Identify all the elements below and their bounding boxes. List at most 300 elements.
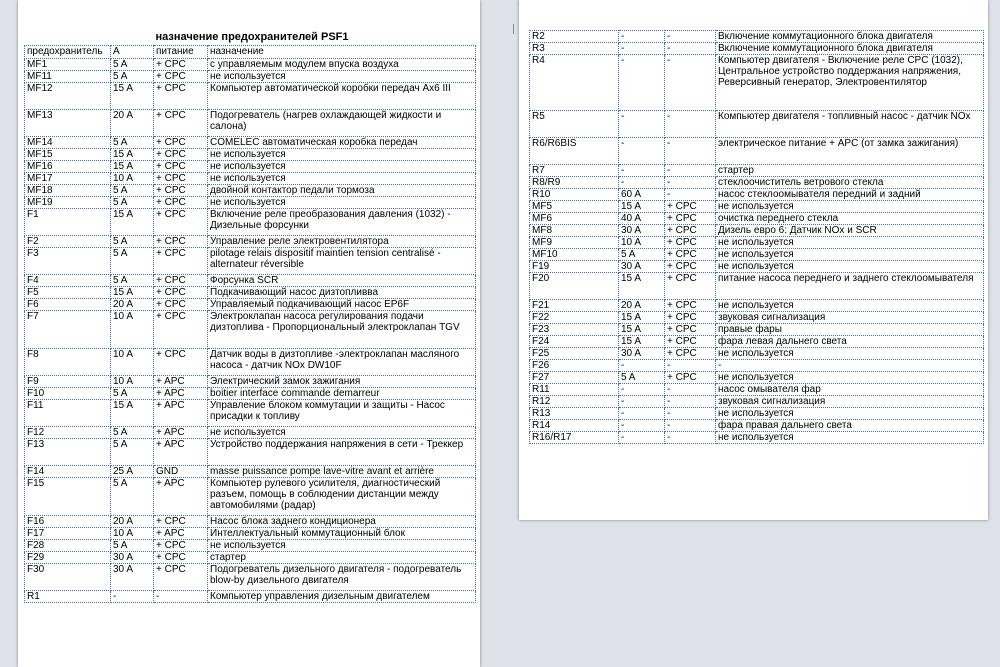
fuse-id-cell: F19 bbox=[530, 261, 619, 273]
power-cell: + CPC bbox=[154, 287, 208, 299]
table-row bbox=[25, 400, 476, 427]
fuse-id-cell: F5 bbox=[25, 287, 111, 299]
table-row bbox=[530, 384, 984, 396]
fuse-id-cell: R16/R17 bbox=[530, 432, 619, 444]
purpose-cell: звуковая сигнализация bbox=[716, 312, 984, 324]
purpose-cell: не используется bbox=[716, 372, 984, 384]
table-row bbox=[25, 466, 476, 478]
purpose-cell: Насос блока заднего кондиционера bbox=[208, 516, 476, 528]
power-cell: - bbox=[665, 165, 716, 177]
table-row bbox=[530, 111, 984, 138]
power-cell: - bbox=[154, 591, 208, 603]
table-row bbox=[530, 312, 984, 324]
fuse-id-cell: F6 bbox=[25, 299, 111, 311]
table-row bbox=[530, 420, 984, 432]
table-row bbox=[25, 209, 476, 236]
purpose-cell: Компьютер двигателя - Включение реле CPC (1032), Центральное устройство поддержания напряжения, Реверсивный генератор, Электровентилятор bbox=[716, 55, 984, 111]
fuse-id-cell: F26 bbox=[530, 360, 619, 372]
table-row bbox=[25, 236, 476, 248]
purpose-cell: Интеллектуальный коммутационный блок bbox=[208, 528, 476, 540]
purpose-cell: masse puissance pompe lave-vitre avant et arrière bbox=[208, 466, 476, 478]
fuse-id-cell: F16 bbox=[25, 516, 111, 528]
purpose-cell: не используется bbox=[716, 408, 984, 420]
fuse-id-cell: R3 bbox=[530, 43, 619, 55]
fuse-id-cell: F2 bbox=[25, 236, 111, 248]
fuse-id-cell: MF5 bbox=[530, 201, 619, 213]
fuse-id-cell: MF10 bbox=[530, 249, 619, 261]
amperage-cell: 10 A bbox=[111, 173, 154, 185]
table-title: назначение предохранителей PSF1 bbox=[155, 31, 349, 43]
fuse-id-cell: F7 bbox=[25, 311, 111, 349]
fuse-id-cell: F30 bbox=[25, 564, 111, 591]
text-cursor bbox=[513, 24, 514, 34]
power-cell: + CPC bbox=[154, 83, 208, 110]
amperage-cell: 30 A bbox=[619, 225, 665, 237]
fuse-id-cell: R14 bbox=[530, 420, 619, 432]
fuse-table-right bbox=[529, 30, 984, 444]
fuse-id-cell: R11 bbox=[530, 384, 619, 396]
power-cell: + CPC bbox=[154, 209, 208, 236]
fuse-id-cell: F17 bbox=[25, 528, 111, 540]
table-row bbox=[530, 348, 984, 360]
fuse-id-cell: MF6 bbox=[530, 213, 619, 225]
purpose-cell: не используется bbox=[716, 249, 984, 261]
purpose-cell: Электроклапан насоса регулирования подачи дизтоплива - Пропорциональный электроклапан TGV bbox=[208, 311, 476, 349]
fuse-id-cell: F27 bbox=[530, 372, 619, 384]
fuse-id-cell: R7 bbox=[530, 165, 619, 177]
purpose-cell: Управление блоком коммутации и защиты - Насос присадки к топливу bbox=[208, 400, 476, 427]
fuse-id-cell: R6/R6BIS bbox=[530, 138, 619, 165]
power-cell: + APC bbox=[154, 427, 208, 439]
fuse-id-cell: MF9 bbox=[530, 237, 619, 249]
fuse-id-cell: F8 bbox=[25, 349, 111, 376]
purpose-cell: Включение коммутационного блока двигателя bbox=[716, 31, 984, 43]
power-cell: - bbox=[665, 420, 716, 432]
table-row bbox=[25, 110, 476, 137]
amperage-cell: 5 A bbox=[111, 427, 154, 439]
power-cell: + APC bbox=[154, 400, 208, 427]
fuse-id-cell: MF16 bbox=[25, 161, 111, 173]
amperage-cell: 5 A bbox=[111, 478, 154, 516]
amperage-cell: 25 A bbox=[111, 466, 154, 478]
power-cell: + CPC bbox=[665, 225, 716, 237]
purpose-cell: Управление реле электровентилятора bbox=[208, 236, 476, 248]
power-cell: - bbox=[665, 43, 716, 55]
fuse-id-cell: F12 bbox=[25, 427, 111, 439]
table-row bbox=[530, 396, 984, 408]
amperage-cell: 5 A bbox=[619, 372, 665, 384]
power-cell: - bbox=[665, 31, 716, 43]
fuse-id-cell: F20 bbox=[530, 273, 619, 300]
amperage-cell: 5 A bbox=[111, 71, 154, 83]
power-cell: + APC bbox=[154, 478, 208, 516]
fuse-id-cell: R5 bbox=[530, 111, 619, 138]
power-cell: + CPC bbox=[154, 59, 208, 71]
table-row bbox=[25, 185, 476, 197]
header-purpose: назначение bbox=[208, 46, 476, 59]
amperage-cell: 20 A bbox=[111, 516, 154, 528]
amperage-cell: 15 A bbox=[111, 209, 154, 236]
document-page-left bbox=[18, 0, 480, 667]
power-cell: + APC bbox=[154, 376, 208, 388]
amperage-cell: - bbox=[619, 396, 665, 408]
table-row bbox=[25, 149, 476, 161]
amperage-cell: - bbox=[619, 177, 665, 189]
power-cell: + CPC bbox=[665, 213, 716, 225]
power-cell: + CPC bbox=[665, 261, 716, 273]
purpose-cell: насос омывателя фар bbox=[716, 384, 984, 396]
table-row bbox=[25, 161, 476, 173]
power-cell: - bbox=[665, 189, 716, 201]
table-row bbox=[25, 349, 476, 376]
amperage-cell: 20 A bbox=[111, 299, 154, 311]
purpose-cell: Датчик воды в дизтопливе -электроклапан масляного насоса - датчик NOx DW10F bbox=[208, 349, 476, 376]
fuse-id-cell: F11 bbox=[25, 400, 111, 427]
purpose-cell: насос стеклоомывателя передний и задний bbox=[716, 189, 984, 201]
power-cell: - bbox=[665, 360, 716, 372]
purpose-cell: Управляемый подкачивающий насос EP6F bbox=[208, 299, 476, 311]
fuse-id-cell: MF15 bbox=[25, 149, 111, 161]
table-row bbox=[25, 552, 476, 564]
table-header-row bbox=[25, 46, 476, 59]
power-cell: - bbox=[665, 177, 716, 189]
amperage-cell: 5 A bbox=[111, 439, 154, 466]
power-cell: + CPC bbox=[665, 300, 716, 312]
amperage-cell: 15 A bbox=[111, 83, 154, 110]
table-row bbox=[25, 376, 476, 388]
power-cell: + CPC bbox=[154, 185, 208, 197]
power-cell: + CPC bbox=[665, 372, 716, 384]
purpose-cell: не используется bbox=[208, 149, 476, 161]
power-cell: + CPC bbox=[154, 173, 208, 185]
purpose-cell: не используется bbox=[208, 173, 476, 185]
fuse-id-cell: R1 bbox=[25, 591, 111, 603]
amperage-cell: 15 A bbox=[619, 273, 665, 300]
amperage-cell: - bbox=[619, 138, 665, 165]
table-row bbox=[530, 249, 984, 261]
amperage-cell: - bbox=[619, 111, 665, 138]
amperage-cell: 10 A bbox=[111, 376, 154, 388]
header-power: питание bbox=[154, 46, 208, 59]
table-row bbox=[25, 516, 476, 528]
table-row bbox=[25, 528, 476, 540]
amperage-cell: 20 A bbox=[619, 300, 665, 312]
amperage-cell: 5 A bbox=[111, 540, 154, 552]
fuse-id-cell: R12 bbox=[530, 396, 619, 408]
power-cell: + CPC bbox=[154, 110, 208, 137]
table-row bbox=[530, 43, 984, 55]
amperage-cell: 5 A bbox=[111, 59, 154, 71]
power-cell: + APC bbox=[154, 388, 208, 400]
purpose-cell: boitier interface commande demarreur bbox=[208, 388, 476, 400]
fuse-id-cell: MF11 bbox=[25, 71, 111, 83]
table-row bbox=[530, 138, 984, 165]
fuse-id-cell: R8/R9 bbox=[530, 177, 619, 189]
power-cell: - bbox=[665, 432, 716, 444]
power-cell: + CPC bbox=[665, 249, 716, 261]
amperage-cell: 15 A bbox=[111, 149, 154, 161]
amperage-cell: 5 A bbox=[111, 137, 154, 149]
amperage-cell: - bbox=[619, 165, 665, 177]
amperage-cell: 5 A bbox=[619, 249, 665, 261]
purpose-cell: Подкачивающий насос дизтопливва bbox=[208, 287, 476, 299]
amperage-cell: 5 A bbox=[111, 275, 154, 287]
amperage-cell: 5 A bbox=[111, 236, 154, 248]
fuse-id-cell: F21 bbox=[530, 300, 619, 312]
fuse-id-cell: MF8 bbox=[530, 225, 619, 237]
fuse-id-cell: F1 bbox=[25, 209, 111, 236]
amperage-cell: - bbox=[619, 43, 665, 55]
table-row bbox=[25, 299, 476, 311]
document-page-right bbox=[519, 0, 988, 520]
amperage-cell: 15 A bbox=[619, 201, 665, 213]
purpose-cell: стеклоочиститель ветрового стекла bbox=[716, 177, 984, 189]
purpose-cell: двойной контактор педали тормоза bbox=[208, 185, 476, 197]
power-cell: - bbox=[665, 384, 716, 396]
purpose-cell: правые фары bbox=[716, 324, 984, 336]
table-row bbox=[530, 225, 984, 237]
amperage-cell: 15 A bbox=[111, 287, 154, 299]
purpose-cell: COMELEC автоматическая коробка передач bbox=[208, 137, 476, 149]
purpose-cell: очистка переднего стекла bbox=[716, 213, 984, 225]
power-cell: - bbox=[665, 396, 716, 408]
table-row bbox=[25, 311, 476, 349]
purpose-cell: звуковая сигнализация bbox=[716, 396, 984, 408]
amperage-cell: 30 A bbox=[111, 552, 154, 564]
purpose-cell: фара левая дальнего света bbox=[716, 336, 984, 348]
purpose-cell: Компьютер управления дизельным двигателем bbox=[208, 591, 476, 603]
table-row bbox=[25, 564, 476, 591]
amperage-cell: - bbox=[619, 408, 665, 420]
power-cell: + APC bbox=[154, 439, 208, 466]
fuse-id-cell: F28 bbox=[25, 540, 111, 552]
amperage-cell: 5 A bbox=[111, 248, 154, 275]
power-cell: - bbox=[665, 55, 716, 111]
table-row bbox=[25, 248, 476, 275]
table-row bbox=[25, 173, 476, 185]
power-cell: + CPC bbox=[154, 197, 208, 209]
power-cell: + CPC bbox=[665, 312, 716, 324]
purpose-cell: фара правая дальнего света bbox=[716, 420, 984, 432]
power-cell: + CPC bbox=[154, 540, 208, 552]
power-cell: + CPC bbox=[154, 71, 208, 83]
fuse-id-cell: F25 bbox=[530, 348, 619, 360]
fuse-id-cell: MF12 bbox=[25, 83, 111, 110]
purpose-cell: Включение коммутационного блока двигателя bbox=[716, 43, 984, 55]
power-cell: + CPC bbox=[665, 273, 716, 300]
amperage-cell: 40 A bbox=[619, 213, 665, 225]
purpose-cell: Электрический замок зажигания bbox=[208, 376, 476, 388]
fuse-id-cell: F9 bbox=[25, 376, 111, 388]
amperage-cell: - bbox=[619, 360, 665, 372]
purpose-cell: не используется bbox=[716, 237, 984, 249]
amperage-cell: - bbox=[619, 55, 665, 111]
amperage-cell: 20 A bbox=[111, 110, 154, 137]
power-cell: - bbox=[665, 408, 716, 420]
fuse-id-cell: F24 bbox=[530, 336, 619, 348]
table-row bbox=[530, 31, 984, 43]
amperage-cell: 10 A bbox=[111, 311, 154, 349]
table-row bbox=[25, 388, 476, 400]
fuse-id-cell: F10 bbox=[25, 388, 111, 400]
fuse-id-cell: MF17 bbox=[25, 173, 111, 185]
fuse-id-cell: MF14 bbox=[25, 137, 111, 149]
power-cell: + CPC bbox=[154, 137, 208, 149]
purpose-cell: Включение реле преобразования давления (1032) - Дизельные форсунки bbox=[208, 209, 476, 236]
fuse-id-cell: F22 bbox=[530, 312, 619, 324]
table-row bbox=[530, 165, 984, 177]
power-cell: + CPC bbox=[154, 516, 208, 528]
purpose-cell: с управляемым модулем впуска воздуха bbox=[208, 59, 476, 71]
power-cell: + CPC bbox=[154, 161, 208, 173]
table-row bbox=[530, 372, 984, 384]
purpose-cell: стартер bbox=[716, 165, 984, 177]
amperage-cell: - bbox=[111, 591, 154, 603]
table-row bbox=[25, 287, 476, 299]
table-row bbox=[25, 275, 476, 287]
amperage-cell: 15 A bbox=[619, 324, 665, 336]
amperage-cell: 10 A bbox=[111, 349, 154, 376]
purpose-cell: не используется bbox=[716, 201, 984, 213]
amperage-cell: 60 A bbox=[619, 189, 665, 201]
purpose-cell: не используется bbox=[716, 261, 984, 273]
table-row bbox=[530, 300, 984, 312]
fuse-id-cell: MF1 bbox=[25, 59, 111, 71]
table-row bbox=[530, 360, 984, 372]
table-row bbox=[25, 83, 476, 110]
purpose-cell: не используется bbox=[716, 300, 984, 312]
purpose-cell: не используется bbox=[208, 540, 476, 552]
header-amp: А bbox=[111, 46, 154, 59]
fuse-id-cell: R13 bbox=[530, 408, 619, 420]
table-row bbox=[25, 439, 476, 466]
power-cell: + CPC bbox=[665, 348, 716, 360]
table-row bbox=[530, 261, 984, 273]
power-cell: + CPC bbox=[665, 237, 716, 249]
purpose-cell: Подогреватель (нагрев охлаждающей жидкости и салона) bbox=[208, 110, 476, 137]
table-row bbox=[530, 432, 984, 444]
purpose-cell: не используется bbox=[716, 432, 984, 444]
table-row bbox=[25, 137, 476, 149]
power-cell: + CPC bbox=[665, 324, 716, 336]
amperage-cell: 5 A bbox=[111, 388, 154, 400]
amperage-cell: 15 A bbox=[111, 161, 154, 173]
amperage-cell: 30 A bbox=[111, 564, 154, 591]
amperage-cell: - bbox=[619, 31, 665, 43]
fuse-id-cell: F13 bbox=[25, 439, 111, 466]
amperage-cell: 30 A bbox=[619, 261, 665, 273]
power-cell: + CPC bbox=[154, 236, 208, 248]
table-row bbox=[530, 55, 984, 111]
purpose-cell: pilotage relais dispositif maintien tension centralisé - alternateur réversible bbox=[208, 248, 476, 275]
amperage-cell: 15 A bbox=[619, 336, 665, 348]
power-cell: + CPC bbox=[154, 311, 208, 349]
table-row bbox=[25, 478, 476, 516]
power-cell: + APC bbox=[154, 528, 208, 540]
power-cell: + CPC bbox=[154, 149, 208, 161]
power-cell: + CPC bbox=[154, 349, 208, 376]
amperage-cell: - bbox=[619, 384, 665, 396]
amperage-cell: 5 A bbox=[111, 197, 154, 209]
power-cell: GND bbox=[154, 466, 208, 478]
table-row bbox=[530, 201, 984, 213]
fuse-id-cell: F29 bbox=[25, 552, 111, 564]
header-fuse: предохранитель bbox=[25, 46, 111, 59]
fuse-id-cell: F3 bbox=[25, 248, 111, 275]
fuse-id-cell: R4 bbox=[530, 55, 619, 111]
power-cell: + CPC bbox=[665, 201, 716, 213]
fuse-id-cell: R10 bbox=[530, 189, 619, 201]
power-cell: + CPC bbox=[154, 248, 208, 275]
table-row bbox=[25, 540, 476, 552]
power-cell: + CPC bbox=[154, 564, 208, 591]
fuse-id-cell: F23 bbox=[530, 324, 619, 336]
purpose-cell: не используется bbox=[208, 197, 476, 209]
fuse-id-cell: MF13 bbox=[25, 110, 111, 137]
power-cell: - bbox=[665, 138, 716, 165]
amperage-cell: 10 A bbox=[111, 528, 154, 540]
table-row bbox=[25, 59, 476, 71]
amperage-cell: 15 A bbox=[619, 312, 665, 324]
table-row bbox=[25, 197, 476, 209]
table-row bbox=[25, 427, 476, 439]
table-row bbox=[530, 237, 984, 249]
purpose-cell: Подогреватель дизельного двигателя - подогреватель blow-by дизельного двигателя bbox=[208, 564, 476, 591]
fuse-table-left bbox=[24, 45, 476, 603]
table-row bbox=[530, 213, 984, 225]
amperage-cell: 30 A bbox=[619, 348, 665, 360]
amperage-cell: 15 A bbox=[111, 400, 154, 427]
power-cell: + CPC bbox=[665, 336, 716, 348]
purpose-cell: - bbox=[716, 360, 984, 372]
table-row bbox=[25, 71, 476, 83]
purpose-cell: Компьютер автоматической коробки передач Ах6 III bbox=[208, 83, 476, 110]
purpose-cell: не используется bbox=[208, 427, 476, 439]
purpose-cell: питание насоса переднего и заднего стеклоомывателя bbox=[716, 273, 984, 300]
amperage-cell: - bbox=[619, 420, 665, 432]
table-row bbox=[530, 273, 984, 300]
power-cell: - bbox=[665, 111, 716, 138]
fuse-id-cell: F4 bbox=[25, 275, 111, 287]
table-row bbox=[530, 177, 984, 189]
fuse-id-cell: F15 bbox=[25, 478, 111, 516]
purpose-cell: не используется bbox=[716, 348, 984, 360]
table-row bbox=[530, 324, 984, 336]
table-row bbox=[530, 408, 984, 420]
purpose-cell: Компьютер рулевого усилителя, диагностический разъем, помощь в соблюдении дистанции между автомобилями (радар) bbox=[208, 478, 476, 516]
purpose-cell: электрическое питание + APC (от замка зажигания) bbox=[716, 138, 984, 165]
fuse-id-cell: R2 bbox=[530, 31, 619, 43]
fuse-id-cell: MF18 bbox=[25, 185, 111, 197]
power-cell: + CPC bbox=[154, 299, 208, 311]
power-cell: + CPC bbox=[154, 552, 208, 564]
purpose-cell: не используется bbox=[208, 161, 476, 173]
power-cell: + CPC bbox=[154, 275, 208, 287]
amperage-cell: - bbox=[619, 432, 665, 444]
fuse-id-cell: F14 bbox=[25, 466, 111, 478]
amperage-cell: 5 A bbox=[111, 185, 154, 197]
purpose-cell: Дизель евро 6: Датчик NOx и SCR bbox=[716, 225, 984, 237]
purpose-cell: Компьютер двигателя - топливный насос - датчик NOx bbox=[716, 111, 984, 138]
amperage-cell: 10 A bbox=[619, 237, 665, 249]
purpose-cell: Форсунка SCR bbox=[208, 275, 476, 287]
purpose-cell: стартер bbox=[208, 552, 476, 564]
table-row bbox=[25, 591, 476, 603]
table-row bbox=[530, 189, 984, 201]
purpose-cell: Устройство поддержания напряжения в сети - Треккер bbox=[208, 439, 476, 466]
purpose-cell: не используется bbox=[208, 71, 476, 83]
table-row bbox=[530, 336, 984, 348]
